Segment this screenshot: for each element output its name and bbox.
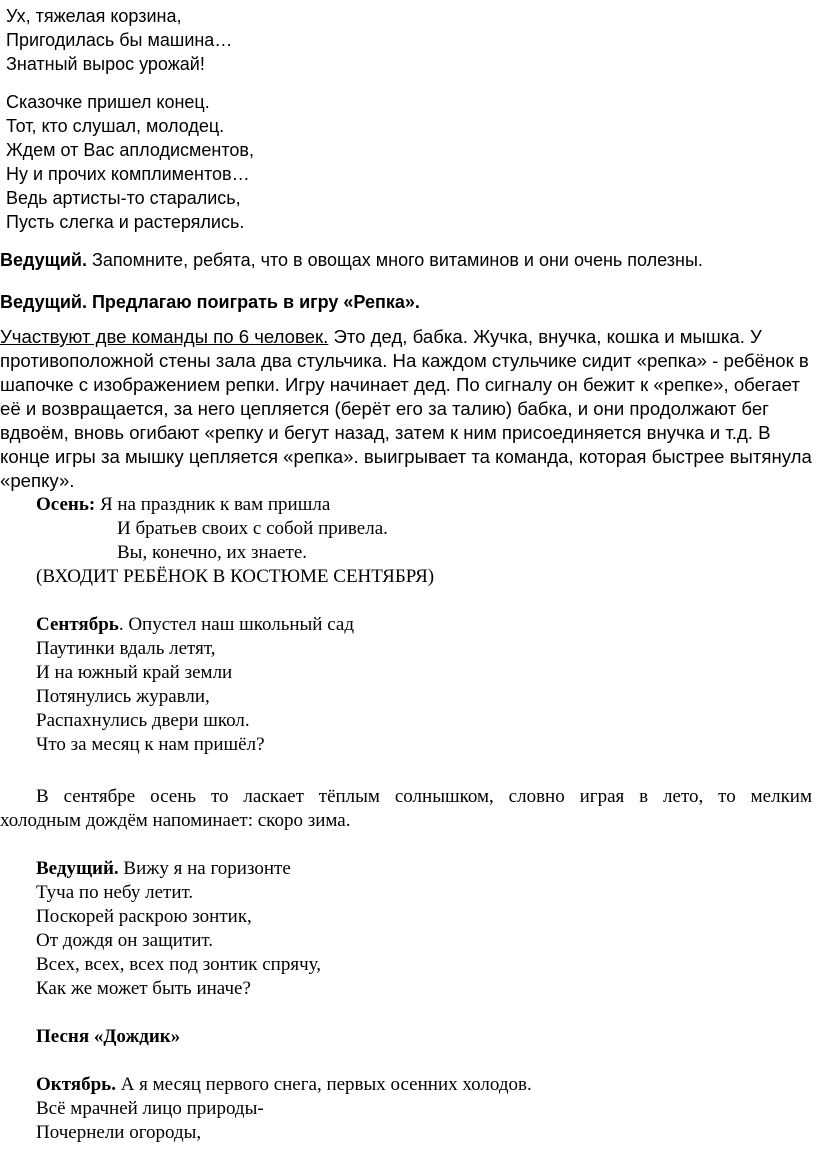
- september-speech-line: Потянулись журавли,: [36, 686, 210, 707]
- poem-line: Пусть слегка и растерялись.: [6, 212, 245, 232]
- speaker-label: Октябрь.: [36, 1074, 116, 1095]
- october-speech-line: Октябрь. А я месяц первого снега, первых осенних холодов.: [36, 1074, 532, 1095]
- host-speech-line: Как же может быть иначе?: [36, 978, 251, 999]
- game-description-line: Участвуют две команды по 6 человек. Это дед, бабка. Жучка, внучка, кошка и мышка. У: [0, 326, 762, 347]
- game-teams-underlined: Участвуют две команды по 6 человек.: [0, 326, 329, 347]
- game-description-line: конце игры за мышку цепляется «репка». выигрывает та команда, которая быстрее вытянула: [0, 446, 812, 467]
- poem-line: Ждем от Вас аплодисментов,: [6, 140, 254, 160]
- speaker-label: Ведущий.: [0, 250, 87, 270]
- october-speech-line: Всё мрачней лицо природы-: [36, 1098, 264, 1119]
- game-description-line: шапочке с изображением репки. Игру начинает дед. По сигналу он бежит к «репке», обегает: [0, 374, 800, 395]
- prose-line: холодным дождём напоминает: скоро зима.: [0, 810, 351, 831]
- september-speech-line: Что за месяц к нам пришёл?: [36, 734, 265, 755]
- game-description-line: её и возвращается, за него цепляется (берёт его за талию) бабка, и они продолжают бег: [0, 398, 769, 419]
- poem-line: Ух, тяжелая корзина,: [6, 6, 182, 26]
- host-remark: [0, 248, 703, 272]
- song-title: Песня «Дождик»: [36, 1026, 181, 1047]
- prose-line: В сентябре осень то ласкает тёплым солнышком, словно играя в лето, то мелким: [36, 786, 812, 807]
- september-speech-line: Паутинки вдаль летят,: [36, 638, 216, 659]
- october-speech-line: Почернели огороды,: [36, 1122, 202, 1143]
- game-description-line: вдвоём, вновь огибают «репку и бегут назад, затем к ним присоединяется внучка и т.д. В: [0, 422, 771, 443]
- poem-line: Сказочке пришел конец.: [6, 92, 210, 112]
- remark-text: Запомните, ребята, что в овощах много витаминов и они очень полезны.: [87, 250, 703, 270]
- game-description-line: «репку».: [0, 470, 75, 491]
- poem-line: Знатный вырос урожай!: [6, 54, 205, 74]
- september-speech-line: И на южный край земли: [36, 662, 233, 683]
- autumn-speech-line: Осень: Я на праздник к вам пришла: [36, 494, 331, 515]
- host-speech-line: Ведущий. Вижу я на горизонте: [36, 858, 291, 879]
- host-speech-line: Туча по небу летит.: [36, 882, 194, 903]
- poem-line: Тот, кто слушал, молодец.: [6, 116, 225, 136]
- host-speech-line: От дождя он защитит.: [36, 930, 214, 951]
- host-speech-line: Поскорей раскрою зонтик,: [36, 906, 252, 927]
- stage-direction: (ВХОДИТ РЕБЁНОК В КОСТЮМЕ СЕНТЯБРЯ): [36, 566, 435, 587]
- host-game-intro: [0, 290, 420, 314]
- september-speech-line: Распахнулись двери школ.: [36, 710, 250, 731]
- autumn-speech-line: Вы, конечно, их знаете.: [117, 542, 307, 563]
- speaker-label: Сентябрь: [36, 614, 119, 635]
- poem-line: Пригодилась бы машина…: [6, 30, 233, 50]
- speaker-label: Ведущий.: [36, 858, 119, 879]
- poem-line: Ну и прочих комплиментов…: [6, 164, 250, 184]
- speaker-label: Осень:: [36, 494, 96, 515]
- autumn-speech-line: И братьев своих с собой привела.: [117, 518, 388, 539]
- game-intro-text: Ведущий. Предлагаю поиграть в игру «Репка».: [0, 292, 420, 312]
- host-speech-line: Всех, всех, всех под зонтик спрячу,: [36, 954, 321, 975]
- game-description-line: противоположной стены зала два стульчика. На каждом стульчике сидит «репка» - ребёнок в: [0, 350, 809, 371]
- september-speech-line: Сентябрь. Опустел наш школьный сад: [36, 614, 354, 635]
- poem-line: Ведь артисты-то старались,: [6, 188, 241, 208]
